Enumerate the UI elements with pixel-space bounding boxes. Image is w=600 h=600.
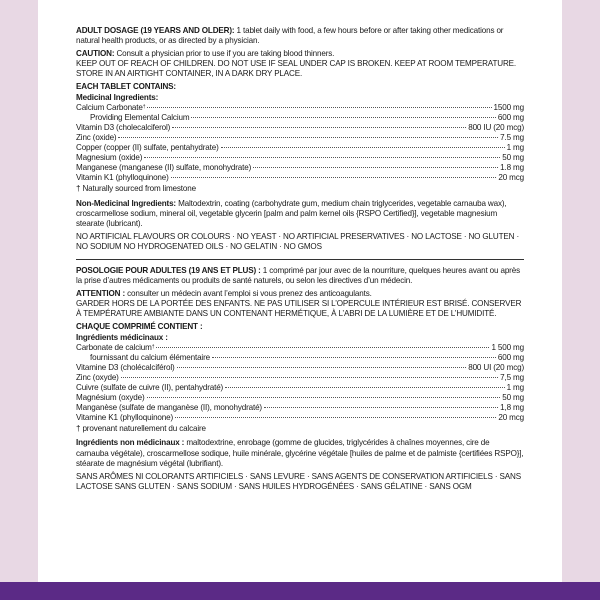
ingredient-amount: 50 mg [502, 153, 524, 163]
dot-leader [221, 147, 505, 148]
label-panel [70, 0, 530, 582]
caution-paragraph-fr [76, 289, 524, 319]
ingredient-row [76, 353, 524, 363]
dot-leader [171, 177, 497, 178]
english-section [76, 26, 524, 252]
ingredient-row [76, 133, 524, 143]
nonmed-paragraph [76, 199, 524, 229]
ingredient-name: Vitamine K1 (phylloquinone) [76, 413, 174, 423]
ingredient-name: Cuivre (sulfate de cuivre (II), pentahydraté) [76, 383, 224, 392]
storage-text-fr: GARDER HORS DE LA PORTÉE DES ENFANTS. NE PAS UTILISER SI L’OPERCULE INTÉRIEUR EST BRISÉ. CONSERVER À TEMPÉRATURE AMBIANTE DANS UN CONTENANT HERMÉTIQUE, À L’ABRI DE LA LUMIÈRE ET DE L’HUMIDITÉ. [76, 299, 522, 319]
dot-leader [118, 137, 498, 138]
ingredient-row [76, 373, 524, 383]
ingredient-row [76, 393, 524, 403]
ingredient-amount: 50 mg [502, 393, 524, 403]
each-tablet-heading: EACH TABLET CONTAINS: [76, 82, 176, 92]
ingredient-name: Magnésium (oxyde) [76, 393, 145, 403]
each-tablet-heading-fr: CHAQUE COMPRIMÉ CONTIENT : [76, 322, 203, 332]
ingredient-row [76, 383, 524, 393]
dot-leader [225, 387, 504, 388]
dosage-label-fr: POSOLOGIE POUR ADULTES (19 ANS ET PLUS) : [76, 265, 261, 275]
ingredient-name: Zinc (oxyde) [76, 372, 119, 382]
ingredient-name: Manganese (manganese (II) sulfate, monohydrate) [76, 163, 252, 173]
ingredient-footnote: † Naturally sourced from limestone [76, 184, 196, 194]
nonmed-label-fr: Ingrédients non médicinaux : [76, 438, 185, 448]
french-section [76, 266, 524, 492]
dot-leader [156, 347, 489, 348]
ingredient-amount: 1 mg [506, 383, 524, 392]
dot-leader [172, 127, 466, 128]
dot-leader [253, 167, 498, 168]
ingredient-row [76, 153, 524, 163]
dot-leader [212, 357, 496, 358]
ingredient-amount: 20 mcg [498, 413, 524, 423]
right-side-band [562, 0, 600, 600]
caution-text-fr: consulter un médecin avant l’emploi si vous prenez des anticoagulants. [127, 289, 372, 299]
ingredient-name: Vitamine D3 (cholécalciférol) [76, 362, 175, 372]
left-side-band [0, 0, 38, 600]
ingredient-amount: 7,5 mg [500, 372, 524, 382]
ingredient-amount: 1500 mg [493, 102, 524, 112]
ingredient-row [76, 113, 524, 123]
dosage-text: 1 tablet daily with food, a few hours before or after taking other medications or natural health products, or as directed by a physician. [76, 26, 504, 46]
ingredient-amount: 800 UI (20 mcg) [468, 362, 524, 372]
dosage-label: ADULT DOSAGE (19 YEARS AND OLDER): [76, 26, 235, 35]
label-content [76, 26, 524, 495]
dot-leader [177, 367, 467, 368]
dot-leader [121, 377, 498, 378]
medicinal-heading: Medicinal Ingredients: [76, 92, 159, 102]
ingredient-list-fr [76, 343, 524, 424]
dosage-paragraph-fr [76, 266, 524, 286]
dosage-text-fr: 1 comprimé par jour avec de la nourriture, quelques heures avant ou après la prise d’autres médicaments ou produits de santé naturels, ou selon les directives d’un médecin. [76, 265, 520, 286]
ingredient-row [76, 343, 524, 353]
free-of-statement-fr: SANS ARÔMES NI COLORANTS ARTIFICIELS · SANS LEVURE · SANS AGENTS DE CONSERVATION ARTIFICIELS · SANS LACTOSE SANS GLUTEN · SANS SODIUM · SANS HUILES HYDROGÉNÉES · SANS GÉLATINE · SANS OGM [76, 471, 521, 491]
dot-leader [175, 417, 496, 418]
dagger-mark: † [151, 343, 155, 350]
ingredient-row [76, 363, 524, 373]
ingredient-row [76, 173, 524, 183]
dot-leader [144, 157, 500, 158]
ingredient-row [76, 123, 524, 133]
medicinal-heading-fr: Ingrédients médicinaux : [76, 332, 168, 342]
ingredient-amount: 600 mg [497, 112, 524, 122]
ingredient-amount: 1 mg [506, 143, 524, 153]
dot-leader [147, 107, 491, 108]
ingredient-name: Zinc (oxide) [76, 132, 117, 142]
caution-text: Consult a physician prior to use if you are taking blood thinners. [116, 49, 335, 59]
section-divider [76, 259, 524, 260]
ingredient-amount: 1 500 mg [491, 342, 524, 352]
ingredient-name: Vitamin K1 (phylloquinone) [76, 173, 169, 183]
ingredient-amount: 1,8 mg [500, 403, 524, 413]
dosage-paragraph [76, 26, 524, 46]
dot-leader [264, 407, 498, 408]
nonmed-text: Maltodextrin, coating (carbohydrate gum, medium chain triglycerides, vegetable carnauba wax), croscarmellose sodium, mineral oil, vegetable glycerin [palm and palm kernel oils {RSPO Certified}], vegetable magnesium stearate (lubricant). [76, 198, 507, 228]
ingredient-name: Manganèse (sulfate de manganèse (II), monohydraté) [76, 403, 262, 413]
ingredient-row [76, 143, 524, 153]
storage-text: KEEP OUT OF REACH OF CHILDREN. DO NOT USE IF SEAL UNDER CAP IS BROKEN. KEEP AT ROOM TEMPERATURE. STORE IN AN AIRTIGHT CONTAINER, IN A DARK DRY PLACE. [76, 59, 516, 79]
ingredient-name: Copper (copper (II) sulfate, pentahydrate) [76, 143, 219, 153]
nonmed-text-fr: maltodextrine, enrobage (gomme de glucides, triglycérides à chaînes moyennes, cire de carnauba végétale), croscarmellose sodique, huile minérale, glycérine végétale [huiles de palme et de palmiste {certifiées RSPO}], stéarate de magnésium végétal (lubrifiant). [76, 438, 524, 468]
nonmed-paragraph-fr [76, 438, 524, 468]
free-of-statement: NO ARTIFICIAL FLAVOURS OR COLOURS · NO YEAST · NO ARTIFICIAL PRESERVATIVES · NO LACTOSE · NO GLUTEN · NO SODIUM NO HYDROGENATED OILS · NO GELATIN · NO GMOS [76, 231, 519, 251]
dot-leader [191, 117, 495, 118]
ingredient-amount: 7.5 mg [500, 132, 524, 142]
caution-label-fr: ATTENTION : [76, 289, 126, 299]
dot-leader [147, 397, 501, 398]
ingredient-name: Providing Elemental Calcium [90, 112, 190, 122]
ingredient-name: Magnesium (oxide) [76, 153, 143, 163]
ingredient-amount: 800 IU (20 mcg) [468, 122, 524, 132]
ingredient-name: Vitamin D3 (cholecalciferol) [76, 122, 171, 132]
ingredient-name: Calcium Carbonate† [76, 102, 146, 112]
caution-paragraph [76, 49, 524, 79]
ingredient-amount: 600 mg [497, 352, 524, 362]
dagger-mark: † [142, 103, 146, 110]
ingredient-amount: 20 mcg [498, 173, 524, 183]
ingredient-amount: 1.8 mg [500, 163, 524, 173]
ingredient-footnote-fr: † provenant naturellement du calcaire [76, 424, 206, 434]
caution-label: CAUTION: [76, 49, 115, 59]
ingredient-list [76, 103, 524, 184]
ingredient-row [76, 403, 524, 413]
nonmed-label: Non-Medicinal Ingredients: [76, 198, 176, 208]
ingredient-row [76, 413, 524, 423]
bottom-brand-band [0, 582, 600, 600]
ingredient-name: Carbonate de calcium† [76, 342, 155, 352]
ingredient-row [76, 163, 524, 173]
ingredient-name: fournissant du calcium élémentaire [90, 352, 210, 362]
ingredient-row [76, 103, 524, 113]
